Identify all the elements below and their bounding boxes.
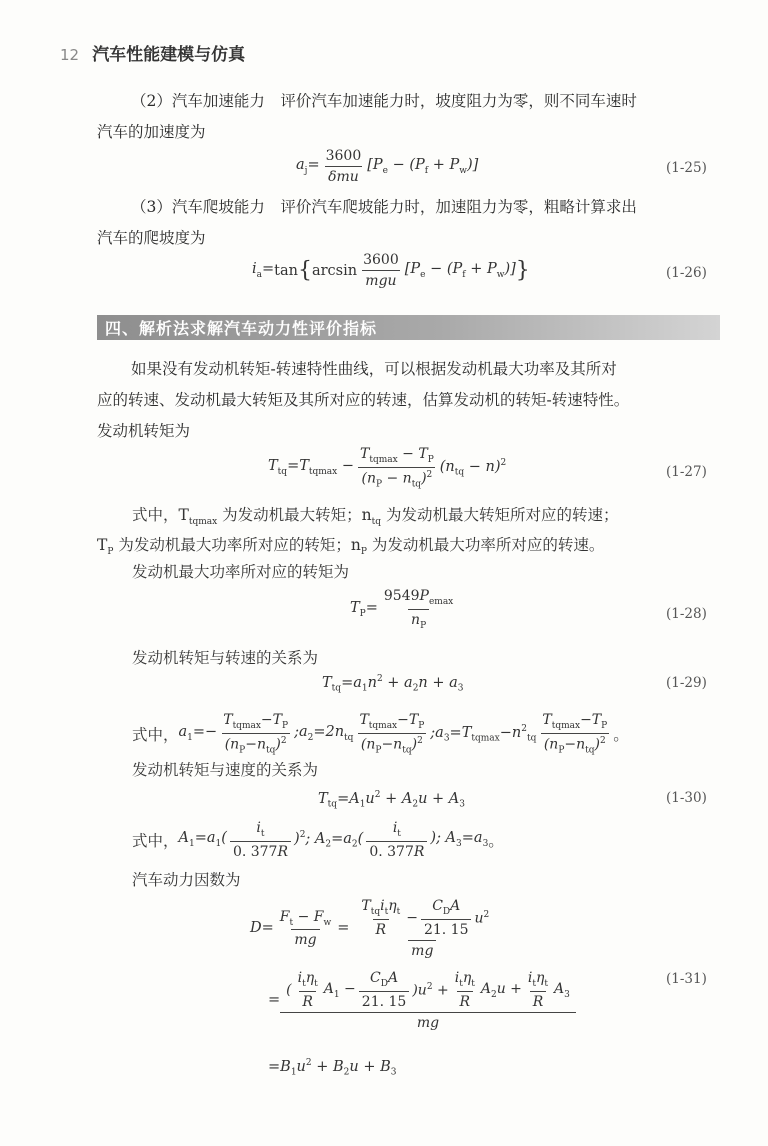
accel-line-2: 汽车的加速度为 xyxy=(97,123,206,141)
body-line-1: 如果没有发动机转矩-转速特性曲线，可以根据发动机最大功率及其所对 xyxy=(131,360,617,378)
equation-1-26: $i_a=$ tan { arcsin $\frac{3600}{\text{mgu}}$ $[P_e - (P_f + P_w)]$ } xyxy=(252,252,530,289)
equation-1-25: $a_j=$ $\frac{3600}{\text{δmu}}$ $[P_e - (P_f + P_w)]$ xyxy=(296,148,479,185)
climb-paragraph xyxy=(97,192,720,254)
rel-speed-intro: 发动机转矩与转速的关系为 xyxy=(132,649,319,667)
body-line-3: 发动机转矩为 xyxy=(97,422,191,440)
eq-number-1-29: (1-29) xyxy=(666,675,707,691)
eq-number-1-26: (1-26) xyxy=(666,265,707,281)
accel-line-1: （2）汽车加速能力 评价汽车加速能力时，坡度阻力为零，则不同车速时 xyxy=(131,92,637,110)
section-heading-bar xyxy=(97,315,720,340)
where-coeffs-a: 式中， $a_1=-$ $\frac{T_{tqmax}-T_P}{(n_P-n_{tq})^2}$ $;a_2=2n_{tq}$ $\frac{T_{tqmax}-T_P}{(n_P-n_{tq})^2}$ $;a_3=T_{tqmax}-n^2_{tq}$ $\frac{T_{tqmax}-T_P}{(n_P-n_{tq})^2}$ 。 xyxy=(132,712,629,756)
climb-line-2: 汽车的爬坡度为 xyxy=(97,229,206,247)
dyn-factor-intro: 汽车动力因数为 xyxy=(132,871,241,889)
eq-number-1-31: (1-31) xyxy=(666,971,707,987)
equation-1-30: $T_{tq}=A_1u^2 + A_2u + A_3$ xyxy=(318,790,465,810)
climb-line-1: （3）汽车爬坡能力 评价汽车爬坡能力时，加速阻力为零，粗略计算求出 xyxy=(131,198,637,216)
where-coeffs-A: 式中， $A_1=a_1$( $\frac{i_t}{0. 377R}$ )$^2$; $A_2=a_2$( $\frac{i_t}{0. 377R}$ ); $A_3=a_3$ 。 xyxy=(132,820,504,860)
eq-number-1-27: (1-27) xyxy=(666,464,707,480)
where-line-2: $T_P$ 为发动机最大功率所对应的转矩；$n_P$ 为发动机最大功率所对应的转速。 xyxy=(97,536,605,558)
section-title: 四、解析法求解汽车动力性评价指标 xyxy=(105,319,378,338)
running-header xyxy=(60,40,245,65)
accel-paragraph xyxy=(97,86,720,148)
equation-1-27: $T_{tq}=T_{tqmax}$ − $\frac{T_{tqmax} - T_P}{(n_P - n_{tq})^2}$ $(n_{tq} - n)^2$ xyxy=(268,446,507,490)
equation-1-29: $T_{tq}=a_1n^2 + a_2n + a_3$ xyxy=(322,674,464,694)
page-number: 12 xyxy=(60,46,80,64)
book-title: 汽车性能建模与仿真 xyxy=(92,45,246,65)
body-paragraph-1 xyxy=(97,354,720,447)
eq-number-1-25: (1-25) xyxy=(666,160,707,176)
rel-velocity-intro: 发动机转矩与速度的关系为 xyxy=(132,761,319,779)
eq-number-1-30: (1-30) xyxy=(666,790,707,806)
equation-1-31-line-3: $=B_1u^2 + B_2u + B_3$ xyxy=(268,1058,397,1078)
equation-1-31-line-1: D= $\frac{F_t - F_w}{mg}$ = $\frac{T_{tq}i_t\eta_t}{R}$ − $\frac{C_DA}{21. 15}$ $u^2$ mg xyxy=(250,898,490,959)
equation-1-28: $T_P=$ $\frac{9549P_{emax}}{n_P}$ xyxy=(350,588,454,631)
eq-number-1-28: (1-28) xyxy=(666,606,707,622)
body-line-2: 应的转速、发动机最大转矩及其所对应的转速，估算发动机的转矩-转速特性。 xyxy=(97,391,630,409)
tp-intro: 发动机最大功率所对应的转矩为 xyxy=(132,563,350,581)
where-line-1: 式中，$T_{tqmax}$ 为发动机最大转矩；$n_{tq}$ 为发动机最大转矩所对应的转速； xyxy=(132,506,619,528)
equation-1-31-line-2: = ( $\frac{i_t\eta_t}{R}$ $A_1$ − $\frac{C_DA}{21. 15}$ )$u^2$ + $\frac{i_t\eta_t}{R}$ $A_2u$ + $\frac{i_t\eta_t}{R}$ $A_3$ mg xyxy=(268,970,576,1031)
